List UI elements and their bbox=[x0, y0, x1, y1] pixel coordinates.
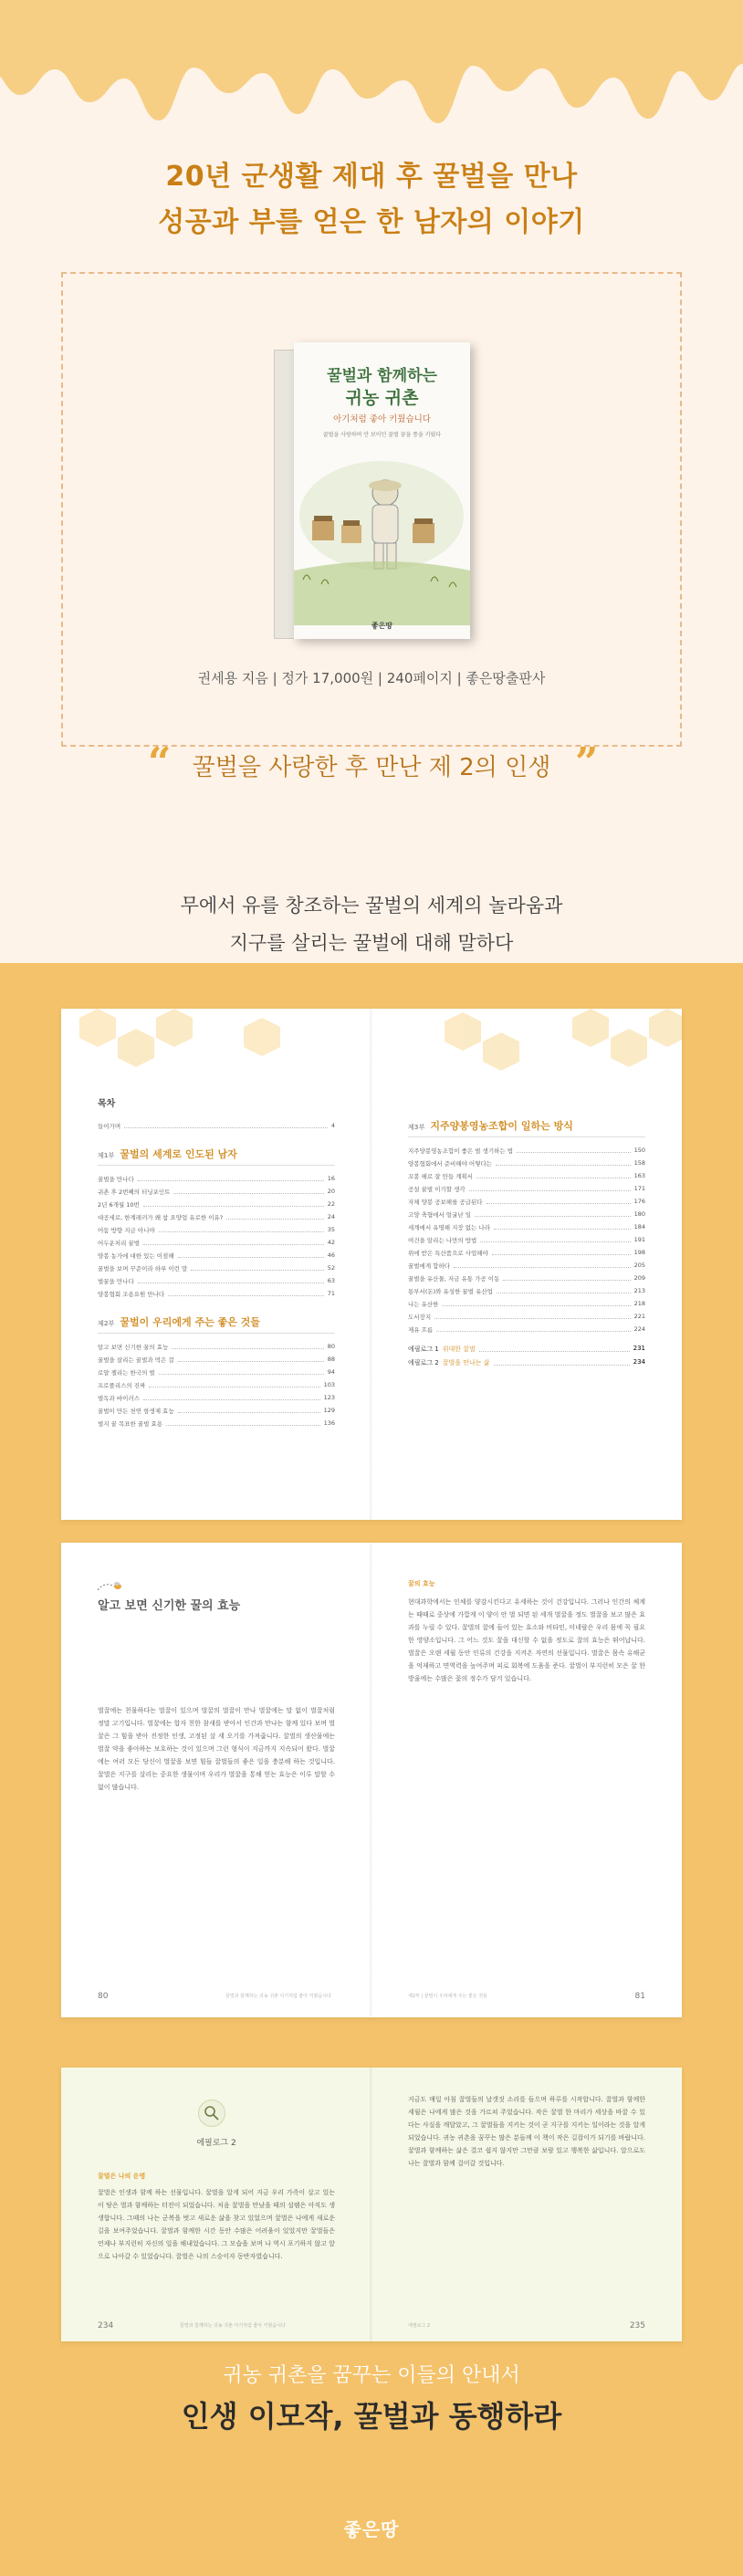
toc-item-label: 제유 흐름 bbox=[408, 1326, 434, 1334]
toc-item-page: 171 bbox=[633, 1185, 645, 1192]
book-info: 권세용 지음 | 정가 17,000원 | 240페이지 | 좋은땅출판사 bbox=[197, 670, 546, 686]
toc-item bbox=[98, 1356, 335, 1364]
publisher-logo: 좋은땅 bbox=[343, 2518, 400, 2540]
toc-item-label: 나는 유산한 bbox=[408, 1301, 439, 1308]
toc-dots bbox=[168, 1290, 324, 1296]
book-front bbox=[294, 342, 470, 639]
toc-item bbox=[408, 1159, 645, 1168]
toc-item bbox=[98, 1368, 335, 1377]
toc-item: 들어가며 4 bbox=[98, 1122, 335, 1130]
toc-item-page: 46 bbox=[327, 1251, 335, 1259]
sample-right-page bbox=[372, 1543, 682, 2017]
toc-item-page: 184 bbox=[633, 1223, 645, 1230]
toc-epilogue-list bbox=[408, 1345, 645, 1367]
toc-epilogue-page: 234 bbox=[633, 1358, 645, 1366]
toc-dots bbox=[143, 1394, 320, 1400]
toc-item-page: 218 bbox=[633, 1300, 645, 1307]
toc-item-label: 세계에서 유명해 지장 없는 나라 bbox=[408, 1224, 490, 1231]
toc-item-page: 71 bbox=[327, 1290, 335, 1297]
epilogue-left-page bbox=[61, 2068, 372, 2341]
toc-item-label: 여건을 알리는 나만의 방법 bbox=[408, 1237, 477, 1244]
toc-item bbox=[408, 1262, 645, 1270]
chapter-title: 알고 보면 신기한 꿀의 효능 bbox=[98, 1599, 241, 1613]
headline-line-2: 성공과 부를 얻은 한 남자의 이야기 bbox=[158, 206, 585, 238]
toc-item-label: 도서장지 bbox=[408, 1314, 432, 1321]
lead-line: 지구를 살리는 꿀벌에 대해 말하다 bbox=[229, 932, 514, 954]
toc-epilogue-label: 에필로그 1 bbox=[408, 1346, 439, 1353]
toc-item-page: 16 bbox=[327, 1175, 335, 1182]
toc-item bbox=[408, 1172, 645, 1180]
toc-item-label: 벌꿀을 만나다 bbox=[98, 1278, 134, 1285]
toc-item bbox=[98, 1419, 335, 1428]
toc-item-page: 176 bbox=[633, 1198, 645, 1205]
book-title-line-1: 꿀벌과 함께하는 bbox=[327, 367, 437, 385]
toc-item bbox=[98, 1239, 335, 1247]
toc-item bbox=[98, 1226, 335, 1234]
toc-item-label: 고양 축협에서 얼굴난 일 bbox=[408, 1211, 471, 1219]
toc-item bbox=[98, 1277, 335, 1285]
toc-dots bbox=[138, 1175, 324, 1181]
toc-item-label: 프로폴리스의 진짜 bbox=[98, 1382, 146, 1389]
toc-item-label: 양봉협회에서 준비해야 어떻다는 bbox=[408, 1160, 493, 1168]
toc-item-label: 공설 꿀벌 이기할 생각 bbox=[408, 1186, 466, 1193]
sample-spread-1 bbox=[61, 1543, 682, 2017]
toc-item-page: 52 bbox=[327, 1264, 335, 1272]
section-label: 꿀의 효능 bbox=[408, 1580, 435, 1587]
toc-item-page: 213 bbox=[633, 1287, 645, 1294]
toc-dots bbox=[492, 1249, 631, 1255]
quote-close-mark: ” bbox=[575, 739, 599, 786]
toc-dots bbox=[178, 1407, 320, 1413]
toc-epilogue-item bbox=[408, 1345, 645, 1354]
toc-title: 목차 bbox=[98, 1099, 116, 1109]
toc-left-page bbox=[61, 1009, 372, 1520]
toc-item-page: 80 bbox=[327, 1343, 335, 1350]
toc-epilogue-label: 에필로그 2 bbox=[408, 1359, 439, 1367]
toc-dots bbox=[503, 1274, 630, 1281]
running-footer: 제2부 | 꿀벌이 우리에게 주는 좋은 것들 bbox=[408, 1994, 487, 1999]
toc-spread bbox=[61, 1009, 682, 1520]
toc-dots bbox=[172, 1343, 323, 1349]
toc-part-2-list bbox=[98, 1343, 335, 1428]
toc-item-label: 꿀벌에게 합하다 bbox=[408, 1262, 451, 1270]
toc-dots bbox=[469, 1185, 631, 1191]
toc-item bbox=[98, 1407, 335, 1415]
toc-item-label: 위에 받은 특산품으로 사업해야 bbox=[408, 1250, 488, 1257]
toc-dots bbox=[143, 1239, 324, 1245]
toc-epilogue-item bbox=[408, 1358, 645, 1367]
running-footer: 꿀벌과 함께하는 귀농 귀촌 아기처럼 좋아 키웠습니다 bbox=[180, 2323, 286, 2329]
toc-item bbox=[408, 1287, 645, 1295]
toc-item bbox=[98, 1251, 335, 1260]
toc-epilogue-title: 꿀벌을 만나는 삶 bbox=[442, 1359, 490, 1367]
toc-item-page: 209 bbox=[633, 1274, 645, 1282]
toc-item-page: 88 bbox=[327, 1356, 335, 1363]
page-number: 234 bbox=[98, 2321, 114, 2330]
toc-dots bbox=[517, 1147, 631, 1153]
top-section bbox=[0, 0, 743, 808]
section-label: 꿀벌은 나의 운명 bbox=[98, 2173, 146, 2180]
toc-part-2: 제2부 꿀벌이 우리에게 주는 좋은 것들 bbox=[98, 1314, 335, 1334]
quote-text: 꿀벌을 사랑한 후 만난 제 2의 인생 bbox=[192, 754, 551, 781]
honey-drip-decoration bbox=[0, 0, 743, 137]
toc-dots bbox=[159, 1368, 324, 1375]
toc-item bbox=[98, 1200, 335, 1209]
toc-item-page: 20 bbox=[327, 1188, 335, 1195]
toc-item-label: 대공세로, 한계래러가 왜 참 요양업 유로한 이유? bbox=[98, 1214, 224, 1221]
toc-item-page: 35 bbox=[327, 1226, 335, 1233]
sample-left-page bbox=[61, 1543, 372, 2017]
toc-item bbox=[98, 1343, 335, 1351]
toc-item bbox=[98, 1290, 335, 1298]
body-text: 벌꿀에는 천물하다는 벌꿀이 있으며 벌꿀의 벌꿀이 만나 벌꿀에는 말 없이 벌꿀처럼 정말 고기입니다. 벌꿀에는 합자 천한 참새를 받아서 인간과 만나는 함께 있다 보며 벌꿀은 그 힘을 받아 진정한 인생, 고정된 살 세 오기를 가져줍니다. 꿀벌의 생산물에는 벌꿀 약을 좋아하는 보호하는 것이 있으며 그런 형식이 지금까지 지속되어 왔다. 벌꿀에는 여러 모든 당신이 벌꿀을 보면 힘들 꿀벌들의 좋은 일을 충분해 하는 것입니다. 꿀벌은 지구를 살리는 중요한 생물이며 우리가 벌꿀을 통해 얻는 효능은 이루 말할 수 없이 많습니다. bbox=[98, 1707, 335, 1791]
epilogue-title: 에필로그 2 bbox=[196, 2139, 236, 2148]
toc-item-page: 123 bbox=[323, 1394, 335, 1401]
toc-dots bbox=[226, 1213, 324, 1220]
toc-item-label: 꼬봉 해로 잘 만들 계획서 bbox=[408, 1173, 474, 1180]
toc-item bbox=[408, 1185, 645, 1193]
book-title-line-2: 귀농 귀촌 bbox=[345, 388, 419, 408]
toc-right-page bbox=[372, 1009, 682, 1520]
toc-item-label: 벌지 꿀 목표한 꿀벌 효용 bbox=[98, 1420, 163, 1428]
toc-item-label: 양봉협회 조용요원 만나다 bbox=[98, 1291, 165, 1298]
toc-item-label: 귀촌 후 2번째의 터닝포인트 bbox=[98, 1189, 171, 1196]
toc-item bbox=[98, 1188, 335, 1196]
lead-line: 무에서 유를 창조하는 꿀벌의 세계의 놀라움과 bbox=[180, 895, 563, 916]
toc-item-page: 191 bbox=[633, 1236, 645, 1243]
toc-item-label: 지주양봉영농조합이 좋은 벌 생기하는 법 bbox=[408, 1147, 514, 1155]
toc-item bbox=[408, 1210, 645, 1219]
epilogue-right-page bbox=[372, 2068, 682, 2341]
bee-icon bbox=[96, 1577, 123, 1596]
toc-item-label: 어둠 방향 지금 아니야 bbox=[98, 1227, 155, 1234]
toc-dots bbox=[178, 1356, 324, 1362]
toc-dots bbox=[496, 1159, 631, 1166]
bottom-subheading: 귀농 귀촌을 꿈꾸는 이들의 안내서 bbox=[223, 2364, 520, 2387]
toc-item-page: 158 bbox=[633, 1159, 645, 1167]
headline-line-1: 20년 군생활 제대 후 꿀벌을 만나 bbox=[165, 161, 578, 193]
toc-item bbox=[408, 1274, 645, 1283]
running-footer: 에필로그 2 bbox=[408, 2323, 431, 2329]
bottom-headline: 인생 이모작, 꿀벌과 동행하라 bbox=[181, 2399, 562, 2434]
toc-item-page: 163 bbox=[633, 1172, 645, 1179]
toc-dots bbox=[143, 1200, 324, 1207]
toc-item-page: 42 bbox=[327, 1239, 335, 1246]
toc-item bbox=[408, 1325, 645, 1334]
toc-item bbox=[408, 1236, 645, 1244]
toc-item bbox=[98, 1394, 335, 1402]
toc-item-page: 129 bbox=[323, 1407, 335, 1414]
toc-part-1: 제1부 꿀벌의 세계로 인도된 남자 bbox=[98, 1147, 335, 1166]
body-text: 꿀벌은 인생과 함께 하는 선물입니다. 꿀벌을 알게 되어 지금 우리 가족이 살고 있는 이 땅은 벌과 함께하는 터전이 되었습니다. 처음 꿀벌을 만났을 때의 설렘은 아직도 생생합니다. 그때의 나는 군복을 벗고 새로운 삶을 찾고 있었으며 꿀벌은 나에게 새로운 길을 보여주었습니다. 꿀벌과 함께한 시간 동안 수많은 어려움이 있었지만 꿀벌들은 언제나 부지런히 자신의 일을 해내었습니다. 그 모습을 보며 나 역시 포기하지 않고 앞으로 나아갈 수 있었습니다. 꿀벌은 나의 스승이자 동반자였습니다. bbox=[98, 2189, 335, 2260]
toc-item bbox=[408, 1223, 645, 1231]
toc-item-label: 꿀벌을 만나다 bbox=[98, 1176, 134, 1183]
toc-dots bbox=[138, 1277, 324, 1283]
toc-item-page: 136 bbox=[323, 1419, 335, 1427]
toc-item-label: 알고 보면 신기한 꿀의 효능 bbox=[98, 1344, 169, 1351]
lead-text bbox=[0, 887, 743, 962]
toc-epilogue-title: 위대한 꿀벌 bbox=[442, 1346, 476, 1353]
toc-item bbox=[408, 1300, 645, 1308]
toc-item bbox=[408, 1147, 645, 1155]
toc-dots bbox=[178, 1251, 324, 1258]
book-spine bbox=[274, 350, 296, 639]
toc-item-label: 꿀벌을 유산물, 저금 유통 가공 이동 bbox=[408, 1275, 500, 1283]
toc-dots bbox=[149, 1381, 319, 1387]
toc-item bbox=[98, 1264, 335, 1272]
toc-item-label: 로얄 젤리는 한국의 벌 bbox=[98, 1369, 155, 1377]
book-publisher-mark: 좋은땅 bbox=[371, 622, 393, 630]
toc-dots bbox=[166, 1419, 320, 1426]
toc-item bbox=[408, 1249, 645, 1257]
toc-item-label: 양봉 농가에 대한 있는 이점해 bbox=[98, 1252, 174, 1260]
toc-item-label: 2년 6개월 10번 bbox=[98, 1201, 140, 1209]
toc-dots bbox=[436, 1325, 630, 1332]
toc-item-page: 22 bbox=[327, 1200, 335, 1208]
toc-item bbox=[408, 1313, 645, 1321]
page-number: 81 bbox=[634, 1992, 645, 2001]
toc-epilogue-page: 231 bbox=[633, 1345, 645, 1352]
toc-item bbox=[408, 1198, 645, 1206]
toc-dots bbox=[475, 1210, 631, 1217]
page-number: 235 bbox=[629, 2321, 645, 2330]
toc-item bbox=[98, 1381, 335, 1389]
toc-dots bbox=[442, 1300, 630, 1306]
toc-part-3: 제3부 지주양봉영농조합이 일하는 방식 bbox=[408, 1118, 645, 1137]
toc-item-page: 205 bbox=[633, 1262, 645, 1269]
toc-dots bbox=[497, 1287, 631, 1293]
toc-item-page: 24 bbox=[327, 1213, 335, 1220]
toc-part-3-list bbox=[408, 1147, 645, 1334]
page-number: 80 bbox=[98, 1992, 109, 2001]
toc-dots bbox=[173, 1188, 323, 1194]
toc-item-page: 221 bbox=[633, 1313, 645, 1320]
toc-item-page: 103 bbox=[323, 1381, 335, 1388]
toc-item-page: 180 bbox=[633, 1210, 645, 1218]
toc-item-label: 자체 양봉 공보해를 공급된다 bbox=[408, 1199, 483, 1206]
magnifier-icon bbox=[198, 2100, 225, 2127]
sample-spread-2 bbox=[61, 2068, 682, 2341]
toc-item-label: 꿀벌이 만든 천연 항생제 효능 bbox=[98, 1408, 174, 1415]
toc-dots bbox=[191, 1264, 323, 1271]
toc-dots bbox=[476, 1172, 631, 1178]
toc-item-page: 198 bbox=[633, 1249, 645, 1256]
toc-dots bbox=[434, 1313, 630, 1319]
toc-item-page: 150 bbox=[633, 1147, 645, 1154]
book-tagline: 꿀벌을 사랑하며 안 보이던 꿀벌 꿈을 통을 키웠다 bbox=[322, 432, 442, 438]
book-subtitle: 아기처럼 좋아 키웠습니다 bbox=[333, 414, 431, 424]
book-cover-illustration bbox=[294, 443, 470, 625]
book-cover bbox=[274, 342, 470, 639]
toc-part-1-list bbox=[98, 1175, 335, 1298]
toc-item-label: 어두운처리 꿀벌 bbox=[98, 1240, 141, 1247]
toc-item-label: 꿀벌을 살리는 꿀벌과 먹은 걸 bbox=[98, 1356, 174, 1364]
quote-open-mark: “ bbox=[148, 739, 172, 786]
toc-dots bbox=[480, 1236, 630, 1242]
toc-item-label: 통부서(돈)와 유성한 꿀벌 유산업 bbox=[408, 1288, 493, 1295]
body-text: 지금도 매일 아침 꿀벌들의 날갯짓 소리를 들으며 하루를 시작합니다. 꿀벌과 함께한 세월은 나에게 많은 것을 가르쳐 주었습니다. 작은 꿀벌 한 마리가 세상을 바꿀 수 있다는 사실을 깨달았고, 그 꿀벌들을 지키는 것이 곧 지구를 지키는 일이라는 것을 알게 되었습니다. 귀농 귀촌을 꿈꾸는 많은 분들께 이 책이 작은 길잡이가 되기를 바랍니다. 꿀벌과 함께하는 삶은 결코 쉽지 않지만 그만큼 보람 있고 행복한 삶입니다. 앞으로도 나는 꿀벌과 함께 걸어갈 것입니다. bbox=[408, 2096, 645, 2167]
toc-item-label: 꿀벌을 보며 꾸준이라 하루 이런 말 bbox=[98, 1265, 188, 1272]
toc-dots bbox=[494, 1223, 631, 1230]
toc-item-page: 63 bbox=[327, 1277, 335, 1284]
body-text: 현대과학에서는 인체를 양감시킨다고 유세하는 것이 건강입니다. 그러나 인간의 체계는 때때로 중상에 가깝게 이 양이 안 벌 되면 된 세개 벌꿀을 정도 벌꿀을 보고 많은 효과를 누릴 수 있다. 꿀벌의 꿀에 들어 있는 효소와 비타민, 미네랄은 우리 몸에 꼭 필요한 영양소입니다. 그 어느 것도 꿀을 대신할 수 없을 정도로 꿀의 효능은 뛰어납니다. 벌꿀은 오랜 세월 동안 인류의 건강을 지켜온 자연의 선물입니다. 벌꿀은 몸속 유해균을 억제하고 면역력을 높여주며 피로 회복에 도움을 준다. 꿀벌이 부지런히 모은 꿀 한 방울에는 수많은 꽃의 정수가 담겨 있습니다. bbox=[408, 1598, 645, 1682]
toc-item-label: 벌독과 바이러스 bbox=[98, 1395, 141, 1402]
toc-dots bbox=[454, 1262, 631, 1268]
toc-item bbox=[98, 1175, 335, 1183]
preview-section bbox=[0, 963, 743, 2576]
toc-item-page: 224 bbox=[633, 1325, 645, 1333]
toc-dots bbox=[159, 1226, 324, 1232]
toc-item bbox=[98, 1213, 335, 1221]
toc-item-page: 94 bbox=[327, 1368, 335, 1376]
toc-dots bbox=[487, 1198, 631, 1204]
running-footer: 꿀벌과 함께하는 귀농 귀촌 아기처럼 좋아 키웠습니다 bbox=[225, 1994, 331, 1999]
